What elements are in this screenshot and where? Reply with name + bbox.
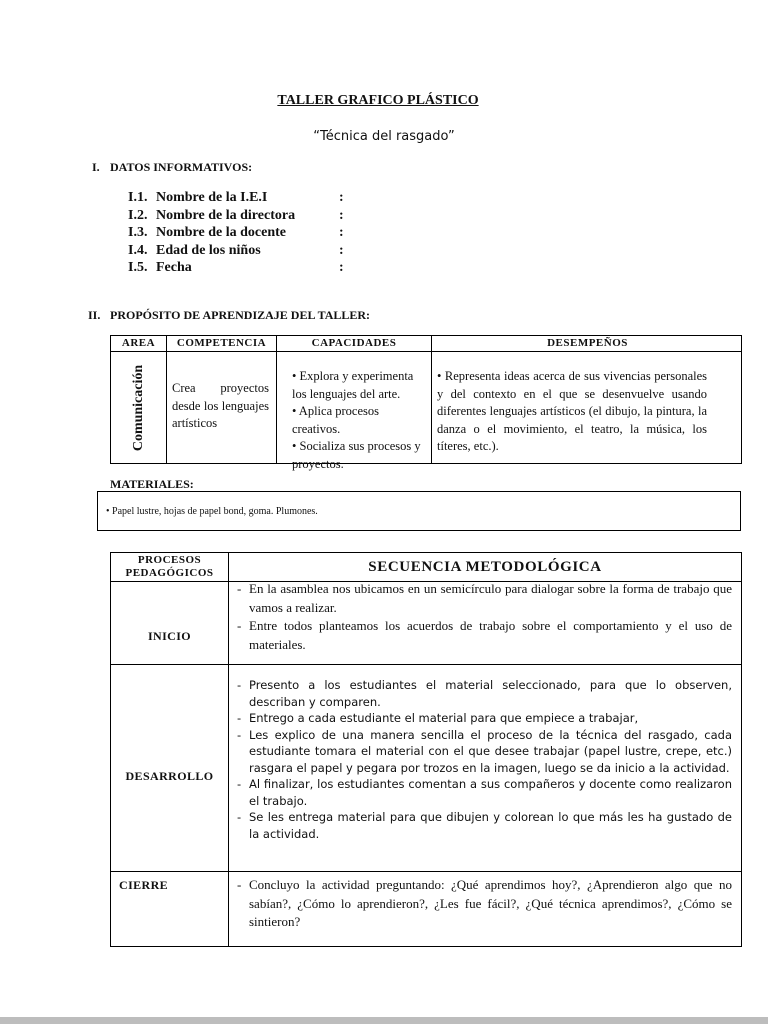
capacidad-item: • Socializa sus procesos y proyectos. (292, 439, 421, 471)
document-title: TALLER GRAFICO PLÁSTICO (277, 93, 479, 108)
area-cell (111, 352, 166, 463)
proposito-table (110, 335, 742, 471)
list-item: - Entrego a cada estudiante el material para que empiece a trabajar, (237, 711, 639, 725)
datos-item: I.4. Edad de los niños : (128, 242, 344, 258)
section-proposito-heading: II. PROPÓSITO DE APRENDIZAJE DEL TALLER: (88, 308, 371, 322)
materiales-heading: MATERIALES: (110, 477, 194, 491)
capacidades-cell (292, 352, 426, 471)
datos-item: I.3. Nombre de la docente : (128, 225, 344, 240)
datos-item: I.1. Nombre de la I.E.I : (128, 190, 344, 205)
capacidad-item: • Aplica procesos creativos. (292, 404, 379, 436)
header-desempenos: DESEMPEÑOS (547, 337, 628, 349)
inicio-content (237, 580, 732, 654)
competencia-cell: Crea proyectos desde los lenguajes artísticos (172, 381, 269, 430)
header-area: AREA (121, 337, 156, 349)
phase-desarrollo: DESARROLLO (125, 769, 214, 783)
materiales-box (97, 491, 741, 531)
procesos-header: PROCESOS PEDAGÓGICOS (125, 554, 214, 579)
datos-list (128, 189, 344, 277)
section-datos-heading: I. DATOS INFORMATIVOS: (92, 160, 253, 174)
cierre-content (237, 876, 732, 932)
page-bottom-bar (0, 1017, 768, 1024)
area-text: Comunicación (130, 364, 146, 451)
list-item: - Les explico de una manera sencilla el proceso de la técnica del rasgado, cada estudiante tomara el material con el que desee trabajar (papel lustre, crepe, etc.) rasgara el papel y pegara por trozos en la imagen, luego se da inicio a la actividad. (237, 727, 732, 775)
list-item: - Al finalizar, los estudiantes comentan a sus compañeros y docente como realizaron el trabajo. (237, 777, 732, 808)
secuencia-table (110, 552, 742, 947)
datos-item: I.2. Nombre de la directora : (128, 207, 344, 223)
document-subtitle: “Técnica del rasgado” (313, 129, 455, 144)
list-item: - Se les entrega material para que dibujen y colorean lo que más les ha gustado de la actividad. (237, 810, 732, 841)
list-item: - Presento a los estudiantes el material seleccionado, para que lo observen, describan y comparen. (237, 678, 732, 709)
phase-cierre: CIERRE (119, 878, 169, 892)
header-capacidades: CAPACIDADES (311, 337, 397, 349)
list-item: - En la asamblea nos ubicamos en un semicírculo para dialogar sobre la forma de trabajo que vamos a realizar. (237, 581, 732, 615)
list-item: - Entre todos planteamos los acuerdos de trabajo sobre el comportamiento y el uso de materiales. (237, 618, 732, 652)
desempenos-cell: • Representa ideas acerca de sus vivencias personales y del contexto en el que se desenvuelve usando diferentes lenguajes artísticos (el dibujo, la pintura, la danza o el movimiento, el teatro, la música, los títeres, etc.). (437, 369, 707, 453)
capacidad-item: • Explora y experimenta los lenguajes del arte. (292, 369, 414, 401)
list-item: - Concluyo la actividad preguntando: ¿Qué aprendimos hoy?, ¿Aprendieron algo que no sabían?, ¿Cómo lo aprendieron?, ¿Les fue fácil?, ¿Qué técnica aprendimos?, ¿Cómo se sintieron? (237, 877, 732, 929)
secuencia-header: SECUENCIA METODOLÓGICA (368, 559, 602, 575)
desarrollo-content (237, 677, 732, 842)
materiales-text: • Papel lustre, hojas de papel bond, goma. Plumones. (106, 506, 318, 517)
phase-inicio: INICIO (147, 629, 192, 643)
header-competencia: COMPETENCIA (176, 337, 267, 349)
datos-item: I.5. Fecha : (128, 260, 344, 275)
